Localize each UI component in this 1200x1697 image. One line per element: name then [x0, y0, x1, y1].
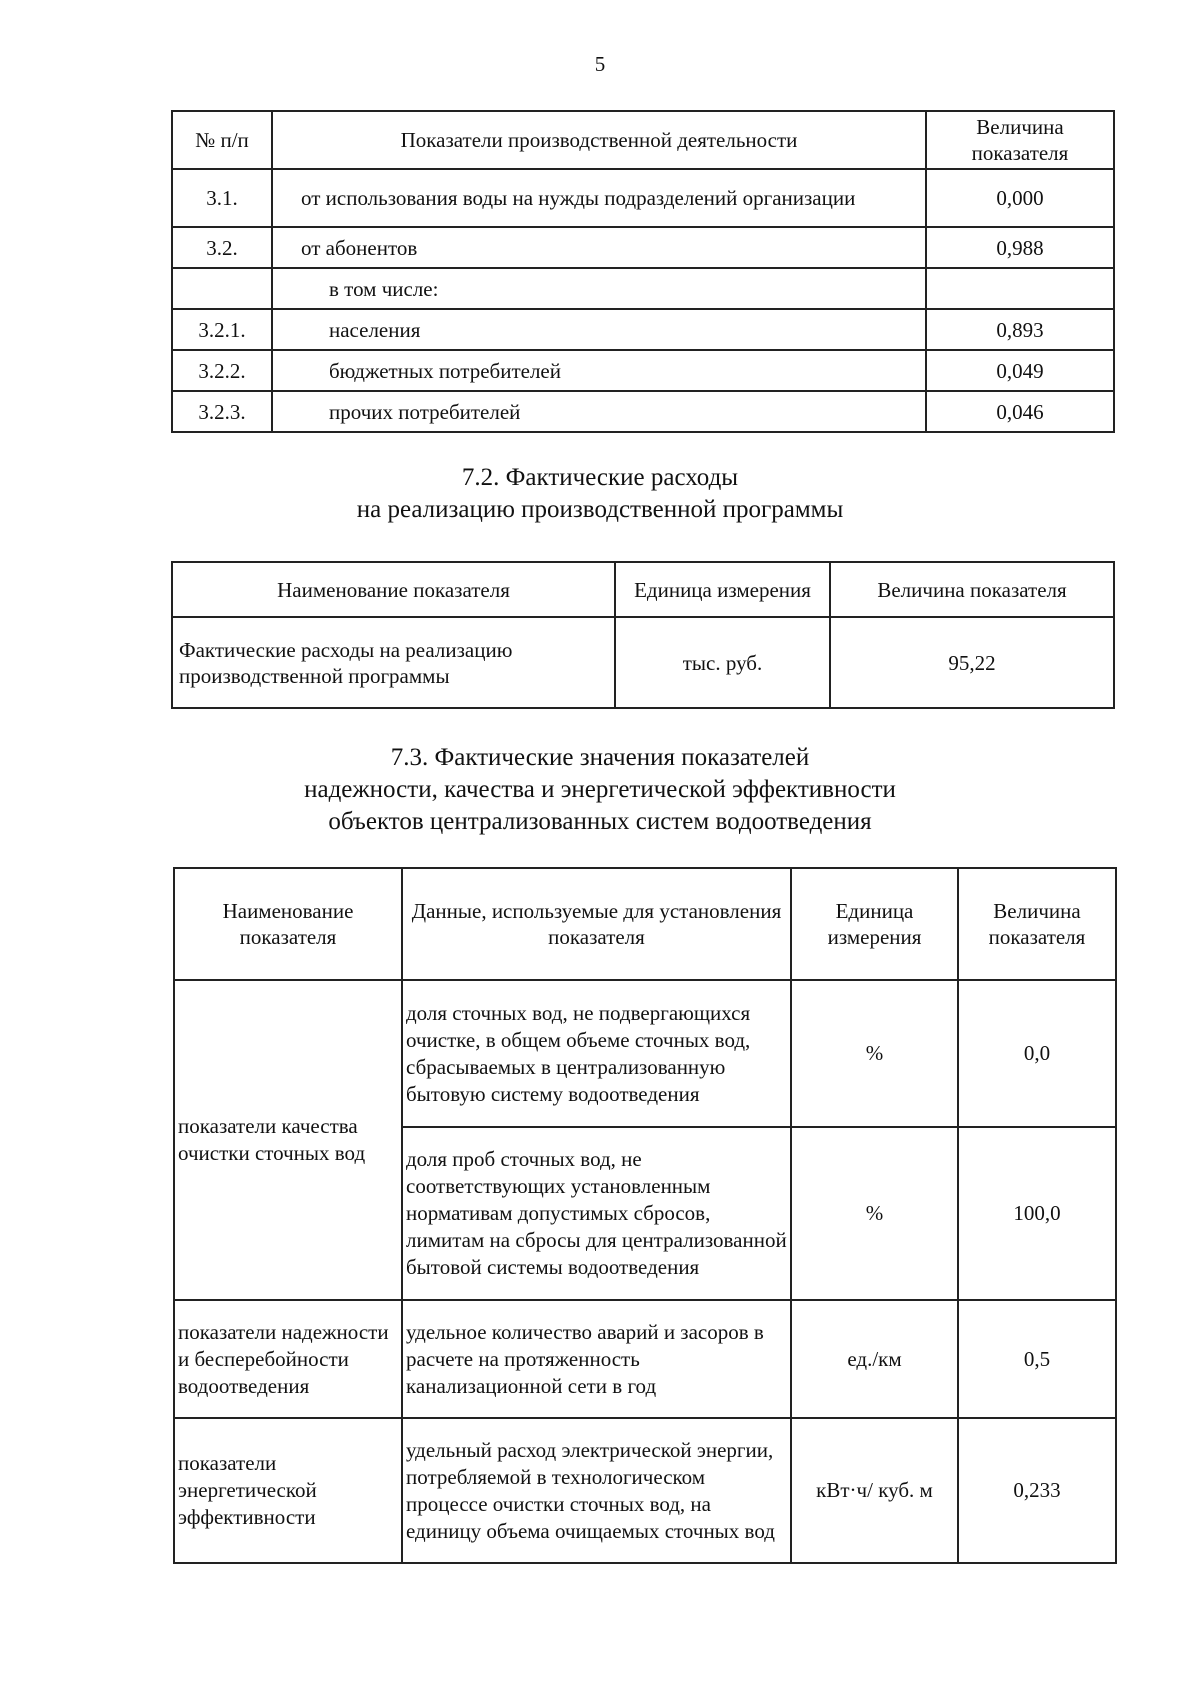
table-row: [172, 227, 1114, 268]
header-number: № п/п: [172, 111, 272, 169]
table-row: [174, 1418, 1116, 1563]
section-7-2-title: [0, 462, 1200, 526]
row-value: 0,988: [926, 227, 1114, 268]
section-7-3-title: [0, 742, 1200, 838]
table-row: [172, 169, 1114, 227]
header-value: Величина показателя: [830, 562, 1114, 617]
section-7-3-title-line3: объектов централизованных систем водоотведения: [328, 808, 872, 835]
table-row: [172, 617, 1114, 708]
row-data: удельное количество аварий и засоров в расчете на протяженность канализационной сети в год: [402, 1300, 791, 1418]
table-row: [172, 350, 1114, 391]
header-unit: Единица измерения: [615, 562, 830, 617]
row-value: 0,5: [958, 1300, 1116, 1418]
row-number: 3.1.: [172, 169, 272, 227]
row-unit: кВт·ч/ куб. м: [791, 1418, 958, 1563]
row-name: от абонентов: [272, 227, 926, 268]
header-indicators: Показатели производственной деятельности: [272, 111, 926, 169]
header-value: Величина показателя: [958, 868, 1116, 980]
row-number: 3.2.3.: [172, 391, 272, 432]
group-name: показатели надежности и бесперебойности водоотведения: [174, 1300, 402, 1418]
header-unit: Единица измерения: [791, 868, 958, 980]
expense-value: 95,22: [830, 617, 1114, 708]
section-7-3-title-line2: надежности, качества и энергетической эффективности: [304, 776, 896, 803]
section-7-3-title-line1: 7.3. Фактические значения показателей: [390, 744, 810, 771]
header-indicator-name: Наименование показателя: [172, 562, 615, 617]
group-name: показатели качества очистки сточных вод: [174, 980, 402, 1300]
row-value: 100,0: [958, 1127, 1116, 1300]
row-data: доля проб сточных вод, не соответствующих установленным нормативам допустимых сбросов, лимитам на сбросы для централизованной бытовой системы водоотведения: [402, 1127, 791, 1300]
header-value: Величина показателя: [926, 111, 1114, 169]
table-row: [172, 309, 1114, 350]
expense-name: Фактические расходы на реализацию производственной программы: [172, 617, 615, 708]
row-data: доля сточных вод, не подвергающихся очистке, в общем объеме сточных вод, сбрасываемых в централизованную бытовую систему водоотведения: [402, 980, 791, 1127]
row-name: населения: [272, 309, 926, 350]
table-row: [174, 980, 1116, 1127]
row-unit: %: [791, 980, 958, 1127]
expenses-table: [171, 561, 1115, 709]
row-name: от использования воды на нужды подразделений организации: [272, 169, 926, 227]
table-row: [172, 268, 1114, 309]
row-number: [172, 268, 272, 309]
row-unit: ед./км: [791, 1300, 958, 1418]
row-value: 0,893: [926, 309, 1114, 350]
table-row: [174, 1300, 1116, 1418]
row-number: 3.2.: [172, 227, 272, 268]
row-number: 3.2.2.: [172, 350, 272, 391]
row-unit: %: [791, 1127, 958, 1300]
row-number: 3.2.1.: [172, 309, 272, 350]
reliability-quality-table: [173, 867, 1117, 1564]
group-name: показатели энергетической эффективности: [174, 1418, 402, 1563]
page-number: 5: [594, 52, 606, 76]
row-value: 0,233: [958, 1418, 1116, 1563]
row-name: бюджетных потребителей: [272, 350, 926, 391]
row-value: [926, 268, 1114, 309]
production-indicators-table: [171, 110, 1115, 433]
section-7-2-title-line1: 7.2. Фактические расходы: [461, 464, 739, 491]
row-value: 0,000: [926, 169, 1114, 227]
section-7-2-title-line2: на реализацию производственной программы: [356, 496, 844, 523]
table-row: [172, 391, 1114, 432]
row-value: 0,049: [926, 350, 1114, 391]
row-name: в том числе:: [272, 268, 926, 309]
row-name: прочих потребителей: [272, 391, 926, 432]
expense-unit: тыс. руб.: [615, 617, 830, 708]
row-value: 0,046: [926, 391, 1114, 432]
header-indicator-name: Наименование показателя: [174, 868, 402, 980]
row-value: 0,0: [958, 980, 1116, 1127]
row-data: удельный расход электрической энергии, потребляемой в технологическом процессе очистки сточных вод, на единицу объема очищаемых сточных вод: [402, 1418, 791, 1563]
header-data: Данные, используемые для установления показателя: [402, 868, 791, 980]
